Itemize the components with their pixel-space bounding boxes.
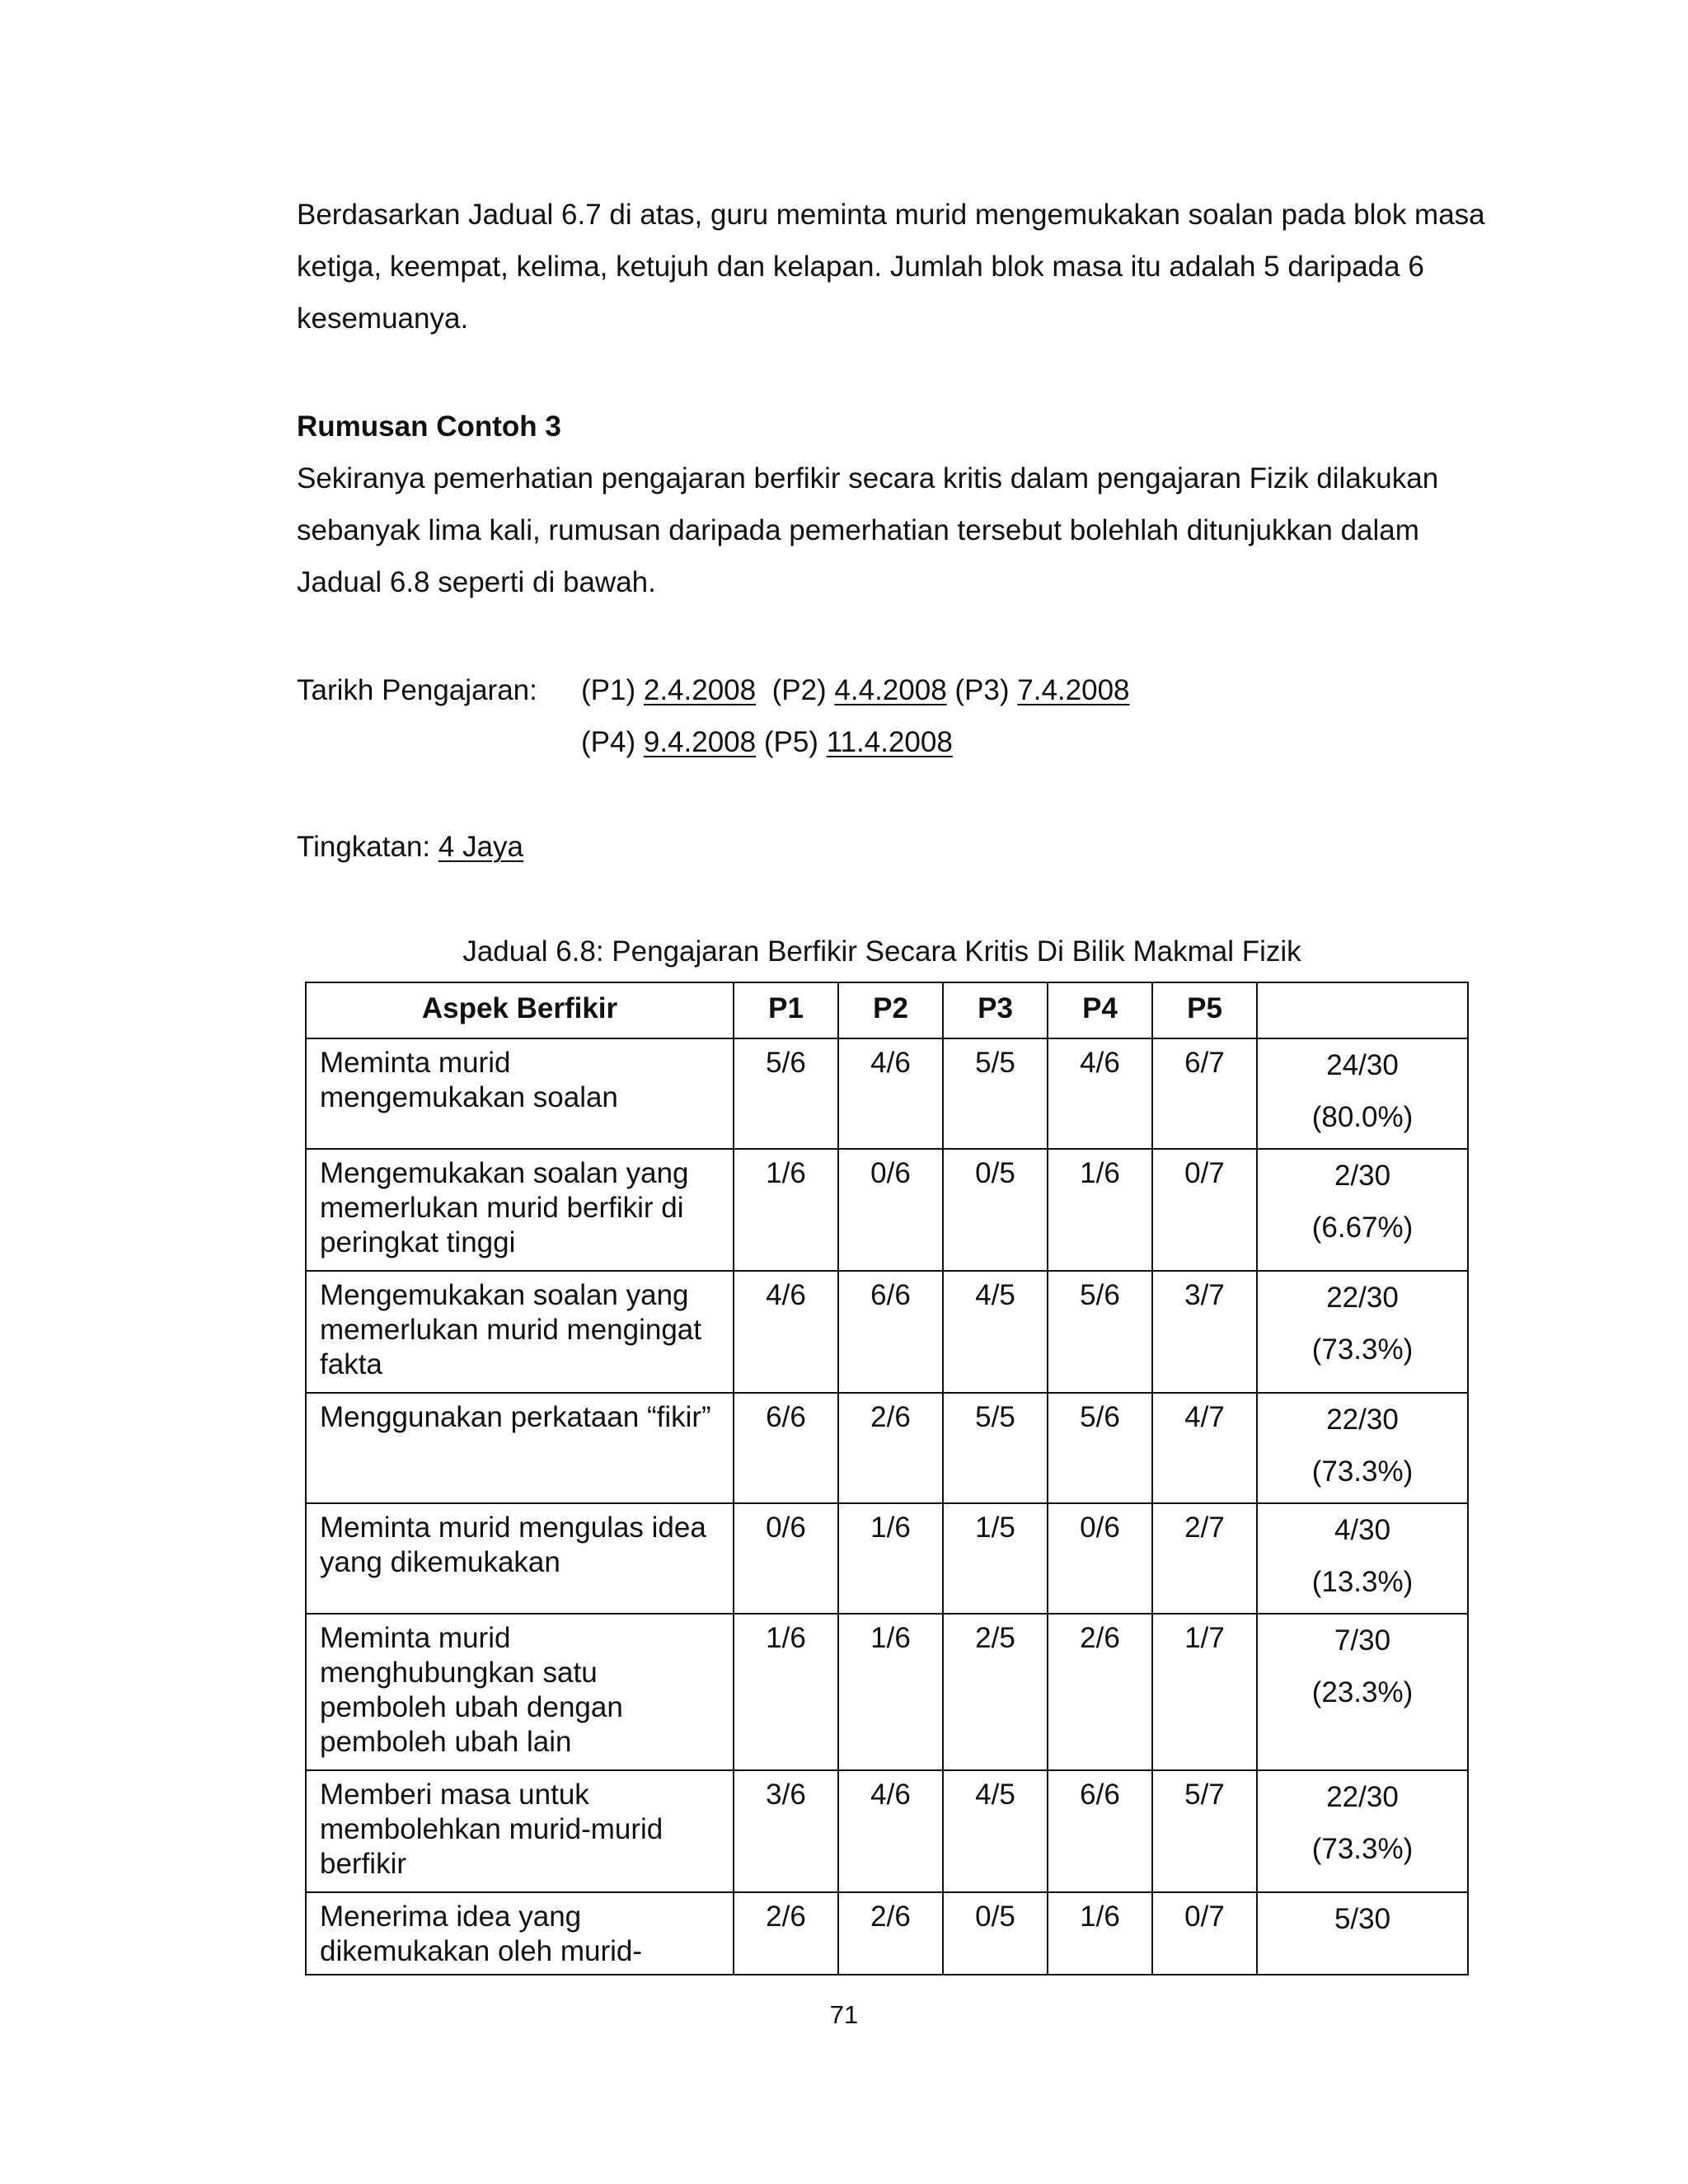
total-cell bbox=[1257, 1614, 1468, 1770]
p5-date: 11.4.2008 bbox=[826, 726, 953, 758]
p5-cell: 5/7 bbox=[1152, 1770, 1257, 1892]
page-number: 71 bbox=[829, 2000, 859, 2029]
table-row bbox=[306, 1149, 1468, 1271]
p1-cell: 5/6 bbox=[734, 1038, 838, 1149]
total-cell bbox=[1257, 1892, 1468, 1975]
p3-cell: 1/5 bbox=[943, 1503, 1048, 1614]
form-info bbox=[297, 821, 523, 873]
total-percent: (80.0%) bbox=[1311, 1101, 1414, 1133]
total-value: 22/30 bbox=[1326, 1282, 1399, 1314]
p2-cell: 1/6 bbox=[838, 1503, 943, 1614]
p1-cell: 6/6 bbox=[734, 1393, 838, 1503]
header-p3: P3 bbox=[943, 982, 1048, 1038]
p2-cell: 4/6 bbox=[838, 1038, 943, 1149]
aspek-cell: Memberi masa untuk membolehkan murid-murid berfikir bbox=[306, 1770, 734, 1892]
total-percent: (6.67%) bbox=[1311, 1212, 1414, 1244]
form-value: 4 Jaya bbox=[438, 831, 523, 863]
p4-cell: 4/6 bbox=[1048, 1038, 1152, 1149]
table-row bbox=[306, 1892, 1468, 1975]
p2-cell: 2/6 bbox=[838, 1393, 943, 1503]
aspek-cell: Meminta murid mengemukakan soalan bbox=[306, 1038, 734, 1149]
total-cell bbox=[1257, 1149, 1468, 1271]
observation-table bbox=[305, 982, 1469, 1975]
teaching-dates-line-1 bbox=[581, 664, 1130, 716]
p2-label: (P2) bbox=[771, 674, 827, 706]
p1-cell: 0/6 bbox=[734, 1503, 838, 1614]
header-p1: P1 bbox=[734, 982, 838, 1038]
total-cell bbox=[1257, 1770, 1468, 1892]
p4-date: 9.4.2008 bbox=[643, 726, 757, 758]
total-value: 22/30 bbox=[1326, 1404, 1399, 1436]
total-value: 4/30 bbox=[1334, 1514, 1391, 1546]
p5-cell: 4/7 bbox=[1152, 1393, 1257, 1503]
p4-cell: 2/6 bbox=[1048, 1614, 1152, 1770]
p2-date: 4.4.2008 bbox=[834, 674, 947, 706]
p4-cell: 6/6 bbox=[1048, 1770, 1152, 1892]
aspek-cell: Menerima idea yang dikemukakan oleh murid- bbox=[306, 1892, 734, 1975]
p1-cell: 1/6 bbox=[734, 1149, 838, 1271]
p3-label: (P3) bbox=[954, 674, 1010, 706]
p5-cell: 1/7 bbox=[1152, 1614, 1257, 1770]
table-row bbox=[306, 1614, 1468, 1770]
aspek-cell: Meminta murid menghubungkan satu pemboleh ubah dengan pemboleh ubah lain bbox=[306, 1614, 734, 1770]
p4-cell: 5/6 bbox=[1048, 1393, 1152, 1503]
total-value: 2/30 bbox=[1334, 1160, 1391, 1192]
summary-paragraph: Sekiranya pemerhatian pengajaran berfikir secara kritis dalam pengajaran Fizik dilakukan sebanyak lima kali, rumusan daripada pemerhatian tersebut bolehlah ditunjukkan dalam Jadual 6.8 seperti di bawah. bbox=[297, 462, 1439, 598]
p3-cell: 0/5 bbox=[943, 1149, 1048, 1271]
p3-date: 7.4.2008 bbox=[1017, 674, 1130, 706]
header-aspek: Aspek Berfikir bbox=[306, 982, 734, 1038]
p3-cell: 4/5 bbox=[943, 1271, 1048, 1393]
p5-label: (P5) bbox=[763, 726, 818, 758]
table-header-row bbox=[306, 982, 1468, 1038]
total-percent: (13.3%) bbox=[1311, 1566, 1414, 1598]
table-row bbox=[306, 1393, 1468, 1503]
total-percent: (23.3%) bbox=[1311, 1676, 1414, 1708]
p5-cell: 2/7 bbox=[1152, 1503, 1257, 1614]
p1-cell: 2/6 bbox=[734, 1892, 838, 1975]
p3-cell: 5/5 bbox=[943, 1393, 1048, 1503]
p1-label: (P1) bbox=[581, 674, 636, 706]
table-row bbox=[306, 1770, 1468, 1892]
total-value: 5/30 bbox=[1334, 1903, 1391, 1935]
header-p5: P5 bbox=[1152, 982, 1257, 1038]
p4-cell: 1/6 bbox=[1048, 1149, 1152, 1271]
p4-cell: 1/6 bbox=[1048, 1892, 1152, 1975]
total-value: 22/30 bbox=[1326, 1781, 1399, 1813]
header-p2: P2 bbox=[838, 982, 943, 1038]
p1-cell: 1/6 bbox=[734, 1614, 838, 1770]
p3-cell: 0/5 bbox=[943, 1892, 1048, 1975]
p2-cell: 6/6 bbox=[838, 1271, 943, 1393]
p2-cell: 2/6 bbox=[838, 1892, 943, 1975]
p5-cell: 3/7 bbox=[1152, 1271, 1257, 1393]
table-row bbox=[306, 1271, 1468, 1393]
total-value: 7/30 bbox=[1334, 1624, 1391, 1657]
form-label: Tingkatan: bbox=[297, 831, 431, 863]
p1-cell: 4/6 bbox=[734, 1271, 838, 1393]
header-total bbox=[1257, 982, 1468, 1038]
total-percent: (73.3%) bbox=[1311, 1333, 1414, 1366]
total-value: 24/30 bbox=[1326, 1049, 1399, 1081]
p4-cell: 0/6 bbox=[1048, 1503, 1152, 1614]
p4-label: (P4) bbox=[581, 726, 636, 758]
p3-cell: 4/5 bbox=[943, 1770, 1048, 1892]
aspek-cell: Menggunakan perkataan “fikir” bbox=[306, 1393, 734, 1503]
total-percent: (73.3%) bbox=[1311, 1455, 1414, 1488]
teaching-dates-label: Tarikh Pengajaran: bbox=[297, 674, 537, 706]
p5-cell: 6/7 bbox=[1152, 1038, 1257, 1149]
total-cell bbox=[1257, 1271, 1468, 1393]
p2-cell: 0/6 bbox=[838, 1149, 943, 1271]
p1-cell: 3/6 bbox=[734, 1770, 838, 1892]
table-row bbox=[306, 1503, 1468, 1614]
p5-cell: 0/7 bbox=[1152, 1149, 1257, 1271]
aspek-cell: Meminta murid mengulas idea yang dikemukakan bbox=[306, 1503, 734, 1614]
teaching-dates-line-2 bbox=[581, 716, 953, 768]
p2-cell: 1/6 bbox=[838, 1614, 943, 1770]
table-row bbox=[306, 1038, 1468, 1149]
total-cell bbox=[1257, 1038, 1468, 1149]
table-caption: Jadual 6.8: Pengajaran Berfikir Secara Kritis Di Bilik Makmal Fizik bbox=[462, 935, 1301, 968]
total-percent: (73.3%) bbox=[1311, 1833, 1414, 1865]
aspek-cell: Mengemukakan soalan yang memerlukan murid berfikir di peringkat tinggi bbox=[306, 1149, 734, 1271]
p3-cell: 2/5 bbox=[943, 1614, 1048, 1770]
p4-cell: 5/6 bbox=[1048, 1271, 1152, 1393]
p2-cell: 4/6 bbox=[838, 1770, 943, 1892]
header-p4: P4 bbox=[1048, 982, 1152, 1038]
p3-cell: 5/5 bbox=[943, 1038, 1048, 1149]
total-cell bbox=[1257, 1503, 1468, 1614]
p1-date: 2.4.2008 bbox=[643, 674, 757, 706]
section-heading: Rumusan Contoh 3 bbox=[297, 410, 561, 443]
total-cell bbox=[1257, 1393, 1468, 1503]
intro-paragraph: Berdasarkan Jadual 6.7 di atas, guru meminta murid mengemukakan soalan pada blok masa ketiga, keempat, kelima, ketujuh dan kelapan. Jumlah blok masa itu adalah 5 daripada 6 kesemuanya. bbox=[297, 199, 1485, 335]
aspek-cell: Mengemukakan soalan yang memerlukan murid mengingat fakta bbox=[306, 1271, 734, 1393]
p5-cell: 0/7 bbox=[1152, 1892, 1257, 1975]
